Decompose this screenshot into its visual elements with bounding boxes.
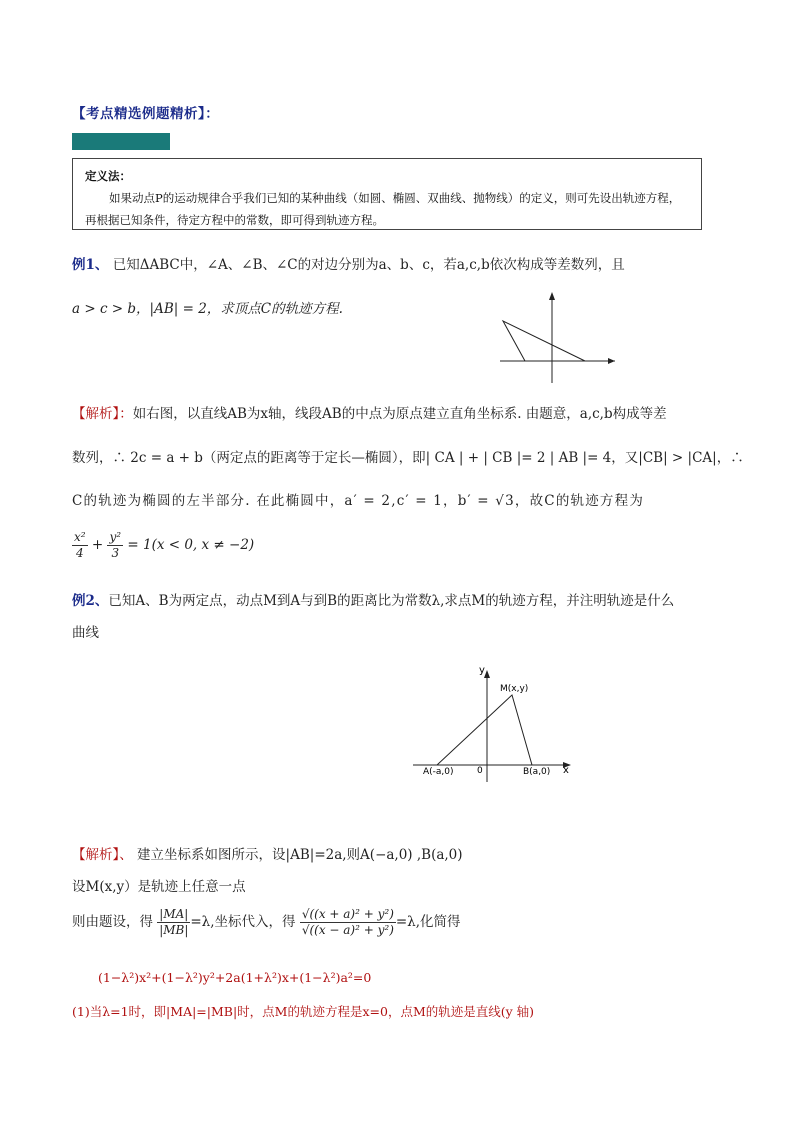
solution1-text1: 如右图，以直线AB为x轴，线段AB的中点为原点建立直角坐标系. 由题意，a,c,b构成等差: [132, 406, 667, 422]
section-title: 【考点精选例题精析】：: [72, 106, 220, 122]
figure2-b-label: B(a,0): [523, 767, 551, 777]
eq-y-num: y²: [109, 530, 122, 544]
solution1-line1: [72, 402, 667, 422]
distance-fraction: [300, 907, 396, 938]
eq-x-fraction: [72, 530, 88, 561]
solution2-text1: 建立坐标系如图所示，设|AB|=2a,则A(−a,0) ,B(a,0): [137, 847, 463, 863]
eq-x-num: x²: [74, 530, 86, 544]
example1-label: 例1、: [72, 257, 109, 273]
solution1-line2: 数列，∴ 2c = a + b（两定点的距离等于定长—椭圆），即| CA | + | CB |= 2 | AB |= 4，又|CB| > |CA|，∴: [72, 450, 744, 466]
teal-bar: [72, 133, 170, 150]
figure1-diagram: [495, 290, 620, 385]
example2-line1: [72, 589, 674, 609]
definition-box: [72, 158, 702, 230]
example2-text1: 已知A、B为两定点，动点M到A与到B的距离比为常数λ,求点M的轨迹方程，并注明轨迹是什么: [108, 593, 675, 609]
solution2-equation: (1−λ²)x²+(1−λ²)y²+2a(1+λ²)x+(1−λ²)a²=0: [98, 970, 372, 985]
figure2-diagram: [405, 660, 575, 785]
eq-y-den: 3: [111, 546, 120, 560]
solution2-line3: [72, 907, 461, 938]
figure1-triangle: [503, 321, 585, 361]
distance-den: √((x − a)² + y²): [301, 923, 394, 937]
example2-line2: 曲线: [72, 625, 99, 641]
solution1-equation: [72, 530, 254, 561]
figure2-y-label: y: [479, 665, 485, 676]
ratio-fraction: [157, 907, 190, 938]
figure2-x-label: x: [563, 765, 569, 776]
solution1-label: 【解析】：: [72, 406, 133, 422]
solution2-text3c: =λ,化简得: [395, 914, 461, 930]
solution2-case1: (1)当λ=1时，即|MA|=|MB|时，点M的轨迹方程是x=0，点M的轨迹是直线(y 轴): [72, 1004, 535, 1019]
eq-plus: +: [91, 537, 104, 553]
solution2-line2: 设M(x,y）是轨迹上任意一点: [72, 879, 246, 895]
figure1-y-arrow: [549, 292, 555, 300]
solution2-text3b: =λ,坐标代入，得: [190, 914, 296, 930]
figure2-a-label: A(-a,0): [423, 767, 454, 777]
example1-text1: 已知ΔABC中，∠A、∠B、∠C的对边分别为a、b、c，若a,c,b依次构成等差数列，且: [112, 257, 625, 273]
solution2-text3a: 则由题设，得: [72, 914, 153, 930]
figure2-triangle: [437, 695, 532, 765]
figure2-origin-label: 0: [477, 766, 483, 776]
solution1-line3: C的轨迹为椭圆的左半部分. 在此椭圆中，a′ = 2,c′ = 1，b′ = √3，故C的轨迹方程为: [72, 493, 645, 509]
definition-heading: 定义法：: [85, 169, 131, 183]
example2-label: 例2、: [72, 593, 109, 609]
eq-y-fraction: [107, 530, 123, 561]
example1-line2: a > c > b，|AB| = 2，求顶点C的轨迹方程.: [72, 301, 343, 317]
example1-line1: [72, 253, 625, 273]
definition-body: 如果动点P的运动规律合乎我们已知的某种曲线（如圆、椭圆、双曲线、抛物线）的定义，则可先设出轨迹方程，再根据已知条件，待定方程中的常数，即可得到轨迹方程。: [85, 191, 681, 227]
ratio-den: |MB|: [159, 923, 189, 937]
eq-x-den: 4: [75, 546, 84, 560]
ratio-num: |MA|: [159, 907, 189, 921]
eq-rest: = 1(x < 0, x ≠ −2): [127, 537, 255, 553]
figure2-m-label: M(x,y): [500, 684, 529, 694]
distance-num: √((x + a)² + y²): [301, 907, 394, 921]
solution2-label: 【解析】、: [72, 847, 133, 863]
solution2-line1: [72, 843, 463, 863]
figure1-x-arrow: [608, 358, 615, 364]
